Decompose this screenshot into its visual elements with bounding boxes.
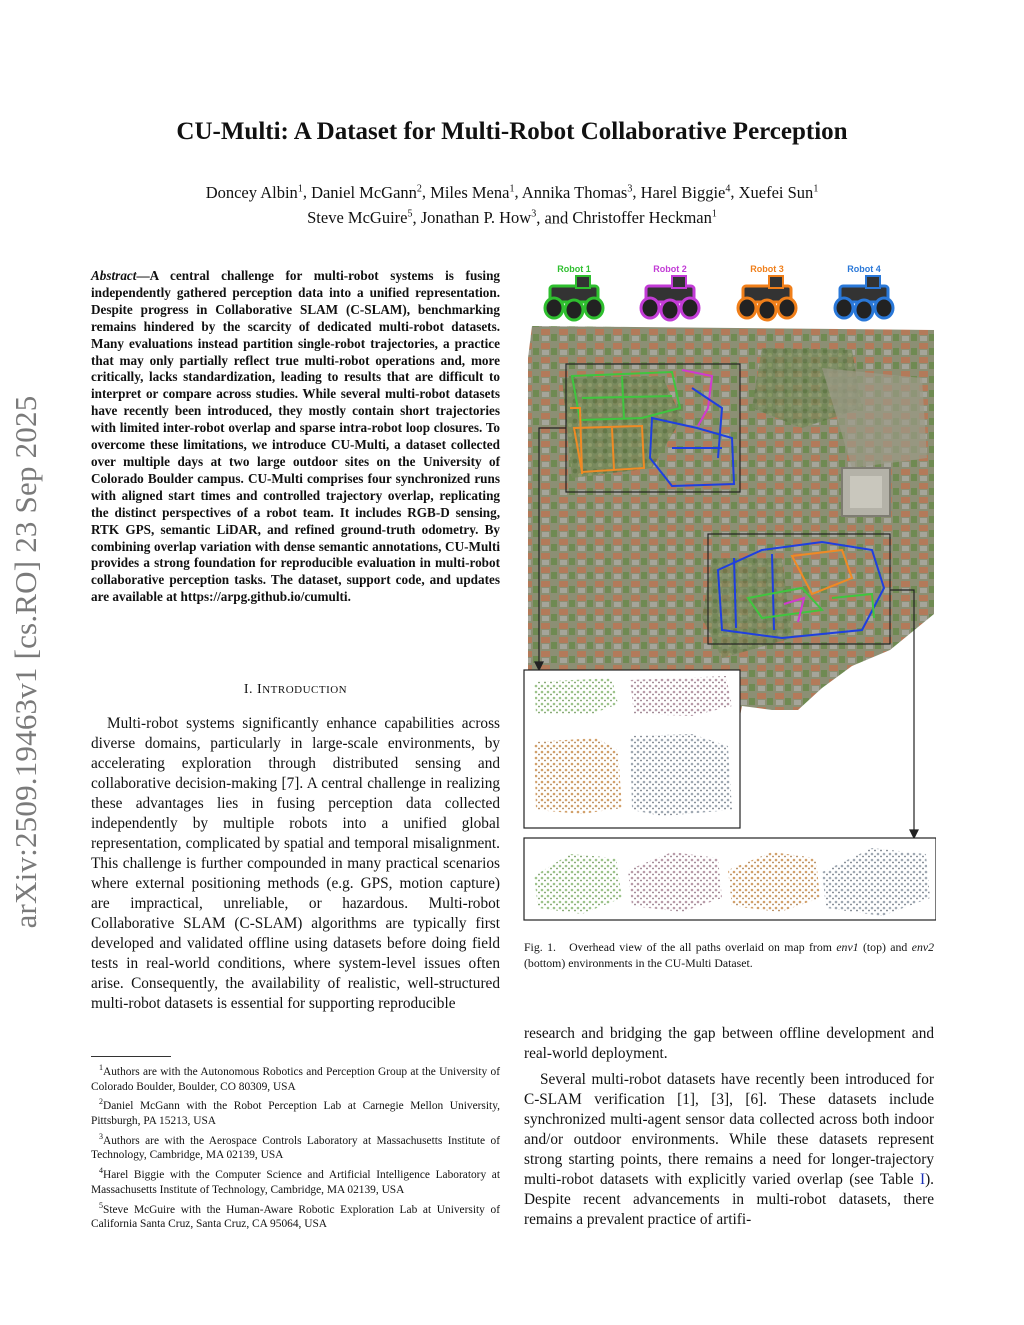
figure-1: [522, 258, 936, 924]
author-affiliation-mark: 1: [711, 208, 717, 220]
caption-env2: env2: [911, 940, 934, 954]
right-paragraph-2: [524, 1070, 934, 1230]
footnote-number: 4: [99, 1166, 103, 1176]
figure-graphic: [522, 258, 936, 924]
section-heading: [91, 682, 500, 698]
footnote: [91, 1095, 500, 1128]
footnote-number: 1: [99, 1063, 103, 1072]
section-number: I.: [243, 682, 254, 697]
robot-4-icon: [835, 264, 893, 320]
footnote-text: Authors are with the Autonomous Robotics and Perception Group at the University of Colorado Boulder, Boulder, CO 80309, USA: [91, 1065, 500, 1093]
abstract-text: A central challenge for multi-robot systems is fusing independently gathered perception data into a unified representation. Despite progress in Collaborative SLAM (C-SLAM), benchmarking remains hindered by the scarcity of dedicated multi-robot datasets. Many evaluations instead partition single-robot trajectories, a practice that may only partially reflect true multi-robot operations and, more critically, lacks standardization, leading to results that are difficult to interpret or compare across studies. While several multi-robot datasets have recently been introduced, they mostly contain short trajectories with limited inter-robot overlap and sparse intra-robot loop closures. To overcome these limitations, we introduce CU-Multi, a dataset collected over multiple days at two large outdoor sites on the University of Colorado Boulder campus. CU-Multi comprises four synchronized runs with aligned start times and controlled trajectory overlap, replicating the distinct perspectives of a robot team. It includes RGB-D sensing, RTK GPS, semantic LiDAR, and refined ground-truth odometry. By combining overlap variation with dense semantic annotations, CU-Multi provides a strong foundation for reproducible evaluation in multi-robot collaborative perception tasks. The dataset, support code, and updates are available at https://arpg.github.io/cumulti.: [91, 268, 500, 605]
intro-paragraph: Multi-robot systems significantly enhance capabilities across diverse domains, particularly in large-scale environments, by accelerating exploration through distributed sensing and collaborative decision-making [7]. A central challenge in realizing these advantages lies in fusing perception data collected independently by multiple robots into a unified global representation, complicated by spatial and temporal misalignment. This challenge is further compounded in many practical scenarios where external positioning methods (e.g. GPS, motion capture) are impractical, unreliable, or hazardous. Multi-robot Collaborative SLAM (C-SLAM) algorithms are typically first developed and validated offline using datasets before doing field tests in real-world conditions, where system-level issues often arise. Consequently, the availability of realistic, well-structured multi-robot datasets is essential for supporting reproducible: [91, 715, 500, 1012]
author-affiliation-mark: 3: [531, 208, 537, 220]
robot-1-icon: [545, 264, 603, 320]
footnotes: [91, 1061, 500, 1233]
paper-title: CU-Multi: A Dataset for Multi-Robot Collaborative Perception: [176, 118, 848, 145]
author-affiliation-mark: 4: [725, 183, 731, 194]
arxiv-stamp-text: arXiv:2509.19463v1 [cs.RO] 23 Sep 2025: [8, 395, 43, 929]
abstract-label: Abstract: [91, 268, 137, 283]
robot-3-icon: [738, 264, 796, 320]
abstract: [91, 268, 500, 606]
robot-2-label: Robot 2: [653, 264, 687, 274]
author-affiliation-mark: 1: [297, 183, 303, 194]
robot-1-label: Robot 1: [557, 264, 591, 274]
footnote-rule: [91, 1056, 171, 1057]
author-line-1: Doncey Albin$^1$, Daniel McGann$^2$, Miles Mena$^1$, Annika Thomas$^3$, Harel Biggie$^4$, Xuefei Sun$^1$: [205, 182, 819, 202]
robot-3-label: Robot 3: [750, 264, 784, 274]
author-name: Jonathan P. How$^3$: [420, 208, 537, 227]
author-name: Daniel McGann$^2$: [311, 182, 422, 202]
section-initial: I: [257, 682, 263, 697]
author-name: Doncey Albin$^1$: [205, 182, 303, 202]
author-affiliation-mark: 1: [509, 183, 515, 194]
right-paragraph-2-a: Several multi-robot datasets have recently been introduced for C-SLAM verification [1], [3], [6]. These datasets include synchronized multi-agent sensor data collected across both indoor and/or outdoor environments. While these datasets represent strong starting points, there remains a need for longer-trajectory multi-robot datasets with explicitly varied overlap (see Table: [524, 1071, 934, 1188]
author-list: [0, 178, 1024, 229]
author-name: Xuefei Sun$^1$: [738, 182, 819, 202]
footnote-number: 3: [99, 1131, 103, 1141]
footnote-text: Steve McGuire with the Human-Aware Robotic Exploration Lab at University of California Santa Cruz, Santa Cruz, CA 95064, USA: [91, 1203, 500, 1231]
footnote: [91, 1199, 500, 1232]
figure-caption: [524, 940, 934, 971]
author-line-2: Steve McGuire$^5$, Jonathan P. How$^3$, and Christoffer Heckman$^1$: [307, 208, 717, 227]
footnote-text: Authors are with the Aerospace Controls Laboratory at Massachusetts Institute of Technology, Cambridge, MA 02139, USA: [91, 1134, 500, 1162]
table-reference-link[interactable]: I: [919, 1171, 926, 1188]
section-rest: NTRODUCTION: [262, 684, 348, 696]
intro-column: [91, 714, 500, 1014]
env1-pointclouds: [534, 676, 732, 816]
author-name: Christoffer Heckman$^1$: [572, 208, 717, 227]
caption-text-1: Overhead view of the all paths overlaid on map from: [569, 940, 837, 954]
author-affiliation-mark: 2: [416, 183, 422, 194]
author-affiliation-mark: 3: [627, 183, 633, 194]
author-name: Steve McGuire$^5$: [307, 208, 413, 227]
footnote-number: 5: [99, 1200, 103, 1210]
footnote-text: Daniel McGann with the Robot Perception Lab at Carnegie Mellon University, Pittsburgh, PA 15213, USA: [91, 1100, 500, 1127]
footnote-text: Harel Biggie with the Computer Science and Artificial Intelligence Laboratory at Massachusetts Institute of Technology, Cambridge, MA 02139, USA: [91, 1168, 500, 1196]
caption-text-3: (bottom) environments in the CU-Multi Dataset.: [524, 955, 753, 970]
author-affiliation-mark: 5: [407, 208, 413, 220]
right-paragraph-2-b: ). Despite recent advancements in multi-robot datasets, there remains a prevalent practice of artifi-: [524, 1171, 934, 1228]
right-paragraph-1: research and bridging the gap between offline development and real-world deployment.: [524, 1025, 934, 1062]
robot-2-icon: [641, 264, 699, 320]
footnote: [91, 1061, 500, 1094]
robot-4-label: Robot 4: [847, 264, 881, 274]
footnote: [91, 1130, 500, 1163]
author-name: Miles Mena$^1$: [430, 182, 515, 202]
author-name: Annika Thomas$^3$: [521, 182, 633, 202]
footnote: [91, 1164, 500, 1197]
author-affiliation-mark: 1: [813, 183, 819, 194]
caption-text-2: (top) and: [858, 940, 912, 954]
right-column-text: [524, 1024, 934, 1230]
abstract-dash: —: [136, 268, 150, 283]
footnote-number: 2: [99, 1097, 103, 1107]
author-name: Harel Biggie$^4$: [640, 182, 731, 202]
caption-env1: env1: [836, 940, 859, 954]
caption-label: Fig. 1.: [524, 940, 556, 954]
